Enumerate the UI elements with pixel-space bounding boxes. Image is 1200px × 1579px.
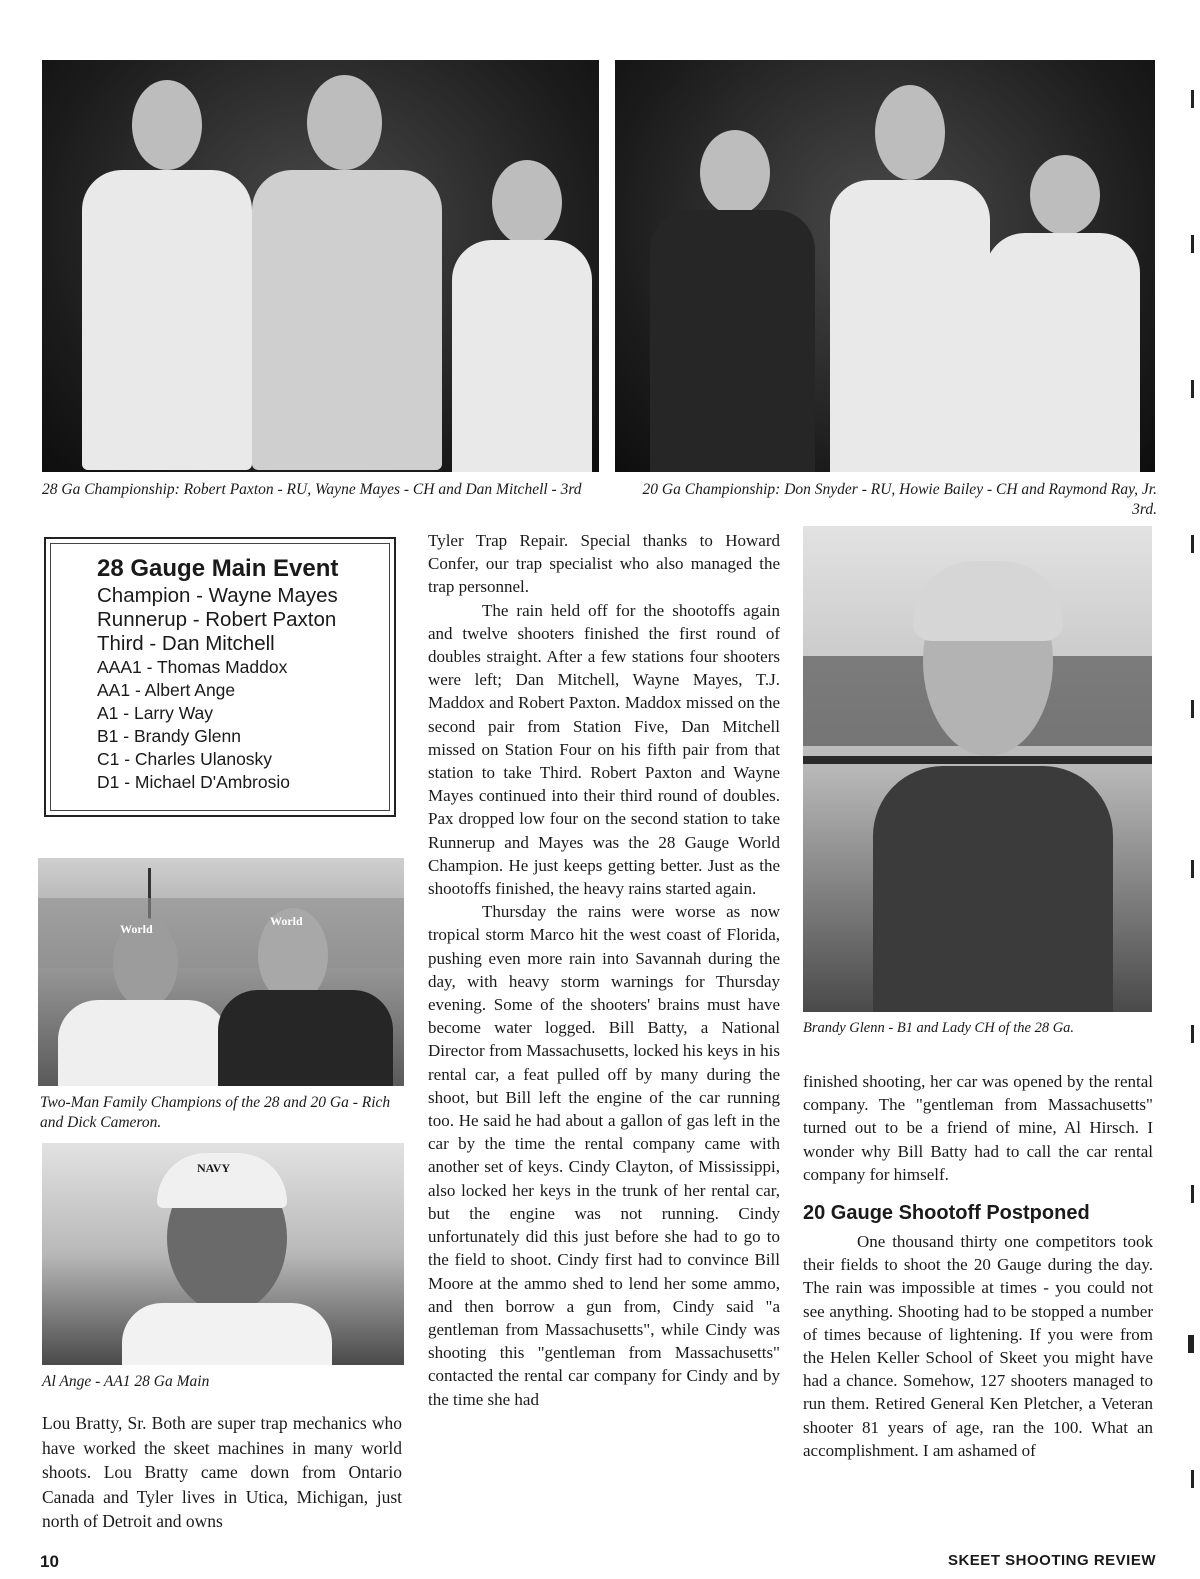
caption-al-ange: Al Ange - AA1 28 Ga Main <box>42 1373 210 1390</box>
results-class-line: B1 - Brandy Glenn <box>97 726 241 746</box>
article-paragraph: Lou Bratty, Sr. Both are super trap mechanics who have worked the skeet machines in many world shoots. Lou Bratty came down from Ontario Canada and Tyler lives in Utica, Michigan, just north of Detroit and owns <box>42 1413 402 1531</box>
scan-edge-mark <box>1191 235 1194 253</box>
article-right-column <box>803 1070 1153 1462</box>
caption-20ga-championship: 20 Ga Championship: Don Snyder - RU, Howie Bailey - CH and Raymond Ray, Jr. 3rd. <box>642 481 1157 518</box>
publication-name: SKEET SHOOTING REVIEW <box>947 1552 1156 1569</box>
photo-brandy-glenn <box>803 526 1152 1012</box>
caption-brandy-glenn: Brandy Glenn - B1 and Lady CH of the 28 Ga. <box>803 1020 1075 1036</box>
scan-edge-mark <box>1188 1335 1194 1353</box>
results-main-line: Champion - Wayne Mayes <box>97 584 338 607</box>
results-main-line: Third - Dan Mitchell <box>97 632 275 655</box>
scan-edge-mark <box>1191 535 1194 553</box>
results-class-line: A1 - Larry Way <box>97 703 214 723</box>
section-heading-20-gauge: 20 Gauge Shootoff Postponed <box>803 1202 1090 1225</box>
scan-edge-mark <box>1191 1470 1194 1488</box>
scan-edge-mark <box>1191 380 1194 398</box>
article-paragraph: Thursday the rains were worse as now tropical storm Marco hit the west coast of Florida, pushing even more rain into Savannah during the day, with heavy storm warnings for Thursday evening. Some of the shooters' brains must have become water logged. Bill Batty, a National Director from Massachusetts, locked his keys in his rental car, a feat pulled off by many during the shoot, but Bill left the engine of the car running too. He said he had about a gallon of gas left in the car by the time the rental company came with another set of keys. Cindy Clayton, of Mississippi, also locked her keys in the trunk of her rental car, but the engine was not running. Cindy unfortunately did this just before she had to go to the field to shoot. Cindy first had to convince Bill Moore at the ammo shed to lend her some ammo, and then borrow a gun from, Cindy said "a gentleman from Massachusetts", while Cindy was shooting this "gentleman from Massachusetts" contacted the rental car company for Cindy and by the time she had <box>428 902 780 1409</box>
results-box-title: 28 Gauge Main Event <box>97 555 339 582</box>
caption-cameron-family: Two-Man Family Champions of the 28 and 20 Ga - Rich and Dick Cameron. <box>40 1094 391 1131</box>
photo-20ga-championship <box>615 60 1155 472</box>
scan-edge-mark <box>1191 90 1194 108</box>
results-class-line: D1 - Michael D'Ambrosio <box>97 772 290 792</box>
scan-edge-mark <box>1191 860 1194 878</box>
caption-28ga-championship: 28 Ga Championship: Robert Paxton - RU, Wayne Mayes - CH and Dan Mitchell - 3rd <box>42 481 582 498</box>
hat-text: World <box>270 914 303 928</box>
scan-edge-mark <box>1191 700 1194 718</box>
results-box-28-gauge <box>44 537 396 817</box>
page-number: 10 <box>40 1552 59 1571</box>
results-main-line: Runnerup - Robert Paxton <box>97 608 337 631</box>
article-paragraph: One thousand thirty one competitors took their fields to shoot the 20 Gauge during the day. The rain was impossible at times - you could not see anything. Shooting had to be stopped a number of times because of lightening. If you were from the Helen Keller School of Skeet you might have had a chance. Somehow, 127 shooters managed to run them. Retired General Ken Pletcher, a Veteran shooter 81 years of age, ran the 100. What an accomplishment. I am ashamed of <box>803 1232 1153 1460</box>
article-paragraph: The rain held off for the shootoffs again and twelve shooters finished the first round of doubles straight. After a few stations four shooters were left; Dan Mitchell, Wayne Mayes, T.J. Maddox and Robert Paxton. Maddox missed on the second pair from Station Five, Dan Mitchell missed on Station Four on his fifth pair from that station to take Third. Robert Paxton and Wayne Mayes continued into their third round of doubles. Pax dropped low four on the second station to take Runnerup and Mayes was the 28 Gauge World Champion. He just keeps getting better. Just as the shootoffs finished, the heavy rains started again. <box>428 600 780 899</box>
scan-edge-mark <box>1191 1025 1194 1043</box>
photo-al-ange <box>42 1143 404 1365</box>
hat-text: NAVY <box>197 1161 231 1175</box>
scan-edge-mark <box>1191 1185 1194 1203</box>
article-paragraph: Tyler Trap Repair. Special thanks to Howard Confer, our trap specialist who also managed the trap personnel. <box>428 531 780 597</box>
hat-text: World <box>120 922 153 936</box>
article-middle-column <box>428 529 780 1411</box>
results-class-line: AAA1 - Thomas Maddox <box>97 657 288 677</box>
photo-cameron-family <box>38 858 404 1086</box>
results-class-line: C1 - Charles Ulanosky <box>97 749 273 769</box>
photo-28ga-championship <box>42 60 599 472</box>
article-left-column <box>42 1411 402 1534</box>
results-class-line: AA1 - Albert Ange <box>97 680 236 700</box>
article-paragraph: finished shooting, her car was opened by the rental company. The "gentleman from Massachusetts" turned out to be a friend of mine, Al Hirsch. I wonder why Bill Batty had to call the car rental company for himself. <box>803 1072 1153 1184</box>
